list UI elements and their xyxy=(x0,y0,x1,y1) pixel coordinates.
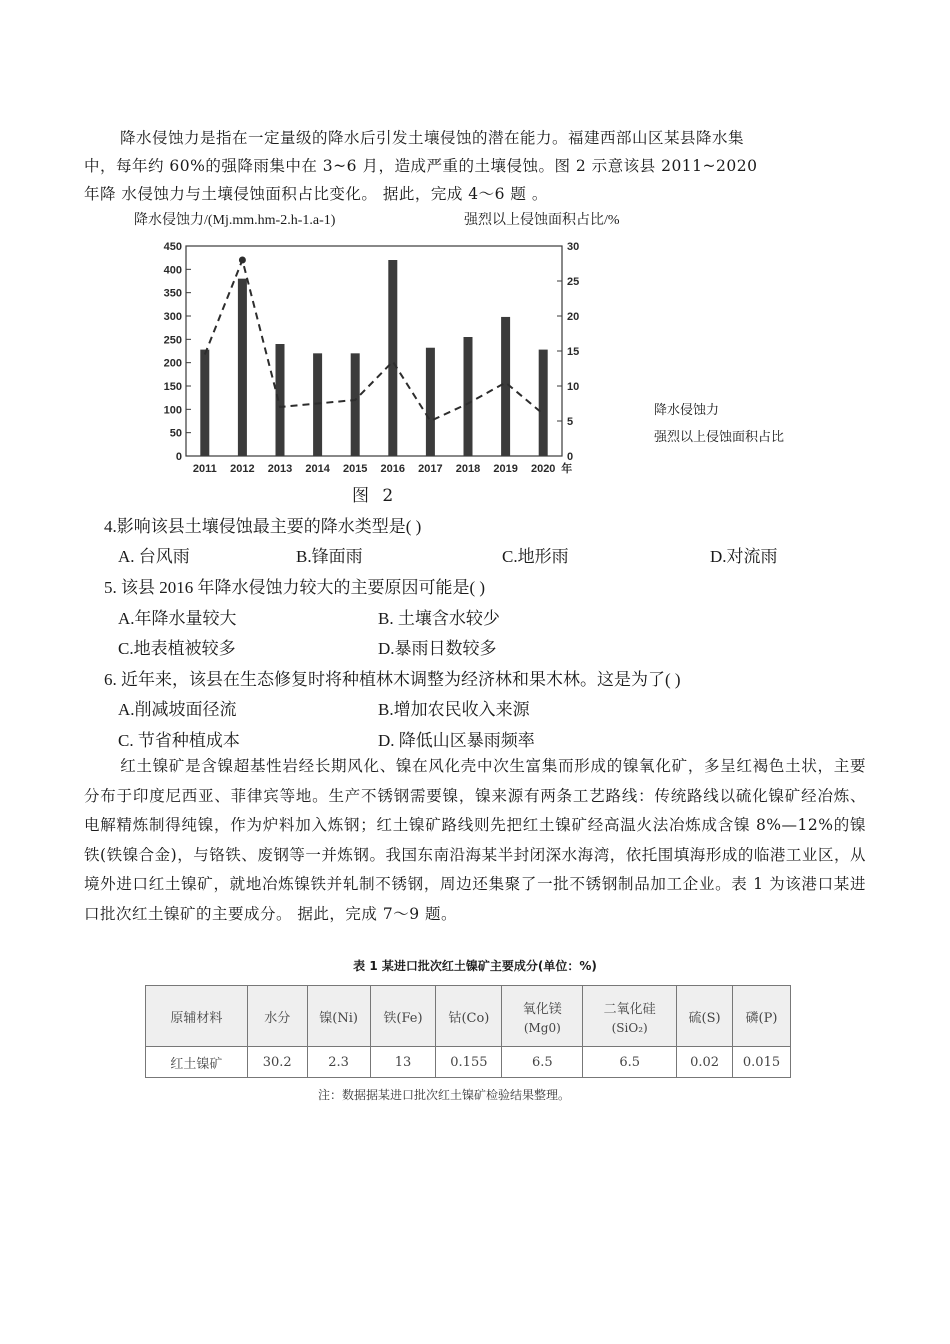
header-p: 磷(P) xyxy=(733,986,791,1047)
erosion-chart xyxy=(150,232,600,478)
left-axis-caption: 降水侵蚀力/(Mj.mm.hm-2.h-1.a-1) xyxy=(134,213,336,228)
question-6-stem: 6. 近年来，该县在生态修复时将种植林木调整为经济林和果木林。这是为了( ) xyxy=(104,670,681,689)
question-4-option-d: D.对流雨 xyxy=(710,547,778,566)
right-axis-tick-label: 0 xyxy=(567,451,574,463)
bar-2018 xyxy=(464,337,473,456)
right-axis-tick-label: 30 xyxy=(567,241,580,253)
left-axis-tick-label: 300 xyxy=(163,311,182,323)
right-axis-tick-label: 25 xyxy=(567,276,580,288)
header-ni: 镍(Ni) xyxy=(307,986,370,1047)
right-axis-caption: 强烈以上侵蚀面积占比/% xyxy=(464,213,620,228)
passage-2 xyxy=(84,752,866,929)
x-tick-label-2013: 2013 xyxy=(267,463,293,475)
left-axis-tick-label: 100 xyxy=(163,404,182,417)
passage-1-line-3: 年降 水侵蚀力与土壤侵蚀面积占比变化。 据此，完成 4～6 题 。 xyxy=(84,185,548,203)
left-axis-tick-label: 150 xyxy=(163,381,182,393)
left-axis-tick-label: 250 xyxy=(163,334,182,347)
header-fe: 铁(Fe) xyxy=(370,986,436,1047)
passage-1-line-1: 降水侵蚀力是指在一定量级的降水后引发土壤侵蚀的潜在能力。福建西部山区某县降水集 xyxy=(120,129,745,147)
cell-moisture: 30.2 xyxy=(247,1047,307,1078)
bar-2020 xyxy=(539,350,548,456)
question-6-option-c: C. 节省种植成本 xyxy=(118,731,240,750)
question-5-option-d: D.暴雨日数较多 xyxy=(378,639,497,658)
left-axis-tick-label: 0 xyxy=(175,451,182,463)
cell-s: 0.02 xyxy=(677,1047,733,1078)
left-axis-tick-label: 350 xyxy=(163,287,182,300)
composition-table xyxy=(145,985,791,1078)
cell-p: 0.015 xyxy=(733,1047,791,1078)
bar-2014 xyxy=(313,353,322,456)
table-note: 注：数据据某进口批次红土镍矿检验结果整理。 xyxy=(318,1088,571,1102)
cell-sio2: 6.5 xyxy=(583,1047,677,1078)
bar-2017 xyxy=(426,348,435,456)
table-header-row xyxy=(146,986,791,1047)
x-tick-label-2014: 2014 xyxy=(305,463,330,475)
erosion-ratio-line xyxy=(205,260,543,421)
header-s: 硫(S) xyxy=(677,986,733,1047)
header-material: 原辅材料 xyxy=(146,986,248,1047)
question-4-stem: 4.影响该县土壤侵蚀最主要的降水类型是( ) xyxy=(104,517,422,536)
right-axis-tick-label: 5 xyxy=(567,416,574,428)
bar-2015 xyxy=(351,353,360,456)
question-6-option-a: A.削减坡面径流 xyxy=(118,700,237,719)
question-5-option-b: B. 土壤含水较少 xyxy=(378,609,500,628)
left-axis-tick-label: 50 xyxy=(169,427,182,440)
cell-ni: 2.3 xyxy=(307,1047,370,1078)
header-mgo: 氧化镁 (Mg0) xyxy=(502,986,583,1047)
right-axis-tick-label: 15 xyxy=(567,346,580,358)
legend-bar-label: 降水侵蚀力 xyxy=(654,403,720,418)
x-tick-label-2019: 2019 xyxy=(493,463,518,475)
bar-2011 xyxy=(200,350,209,456)
x-tick-label-2020: 2020 xyxy=(530,463,556,475)
cell-material: 红土镍矿 xyxy=(146,1047,248,1078)
x-tick-label-2016: 2016 xyxy=(380,463,406,475)
cell-co: 0.155 xyxy=(436,1047,502,1078)
right-axis-tick-label: 20 xyxy=(567,311,580,323)
bar-2016 xyxy=(388,260,397,456)
legend-line-label: 强烈以上侵蚀面积占比 xyxy=(654,430,785,445)
left-axis-tick-label: 200 xyxy=(163,357,182,370)
question-5-stem: 5. 该县 2016 年降水侵蚀力较大的主要原因可能是( ) xyxy=(104,578,486,597)
bar-2013 xyxy=(276,344,285,456)
cell-fe: 13 xyxy=(370,1047,436,1078)
passage-2-text: 红土镍矿是含镍超基性岩经长期风化、镍在风化壳中次生富集而形成的镍氧化矿，多呈红褐色土状，主要分布于印度尼西亚、菲律宾等地。生产不锈钢需要镍，镍来源有两条工艺路线：传统路线以硫化镍矿经冶炼、电解精炼制得纯镍，作为炉料加入炼钢；红土镍矿路线则先把红土镍矿经高温火法冶炼成含镍 8%—12%的镍铁(铁镍合金)，与铬铁、废钢等一并炼钢。我国东南沿海某半封闭深水海湾，依托围填海形成的临港工业区，从境外进口红土镍矿，就地冶炼镍铁并轧制不锈钢，周边还集聚了一批不锈钢制品加工企业。表 1 为该港口某进口批次红土镍矿的主要成分。 据此，完成 7～9 题。 xyxy=(84,757,866,923)
x-tick-label-2015: 2015 xyxy=(342,463,368,475)
x-axis-unit: 年 xyxy=(561,463,573,475)
bar-2019 xyxy=(501,317,510,456)
figure-caption: 图 2 xyxy=(352,486,398,506)
x-tick-label-2012: 2012 xyxy=(230,463,255,475)
table-row xyxy=(146,1047,791,1078)
cell-mgo: 6.5 xyxy=(502,1047,583,1078)
question-4-option-b: B.锋面雨 xyxy=(296,547,363,566)
bar-2012 xyxy=(238,279,247,456)
header-co: 钴(Co) xyxy=(436,986,502,1047)
header-moisture: 水分 xyxy=(247,986,307,1047)
passage-1-line-2: 中，每年约 60%的强降雨集中在 3~6 月，造成严重的土壤侵蚀。图 2 示意该县 2011~2020 xyxy=(84,157,758,175)
right-axis-tick-label: 10 xyxy=(567,381,580,393)
left-axis-tick-label: 400 xyxy=(163,264,182,277)
left-axis-tick-label: 450 xyxy=(163,241,182,253)
question-4-option-c: C.地形雨 xyxy=(502,547,569,566)
header-sio2: 二氧化硅 (SiO₂) xyxy=(583,986,677,1047)
question-6-option-d: D. 降低山区暴雨频率 xyxy=(378,731,535,750)
x-tick-label-2011: 2011 xyxy=(192,463,217,475)
question-4-option-a: A. 台风雨 xyxy=(118,547,190,566)
question-5-option-a: A.年降水量较大 xyxy=(118,609,237,628)
x-tick-label-2018: 2018 xyxy=(455,463,481,475)
passage-1 xyxy=(84,124,866,208)
erosion-ratio-peak-point xyxy=(239,257,246,264)
table-title: 表 1 某进口批次红土镍矿主要成分(单位：%) xyxy=(353,959,597,973)
question-5-option-c: C.地表植被较多 xyxy=(118,639,236,658)
question-6-option-b: B.增加农民收入来源 xyxy=(378,700,530,719)
x-tick-label-2017: 2017 xyxy=(418,463,443,475)
